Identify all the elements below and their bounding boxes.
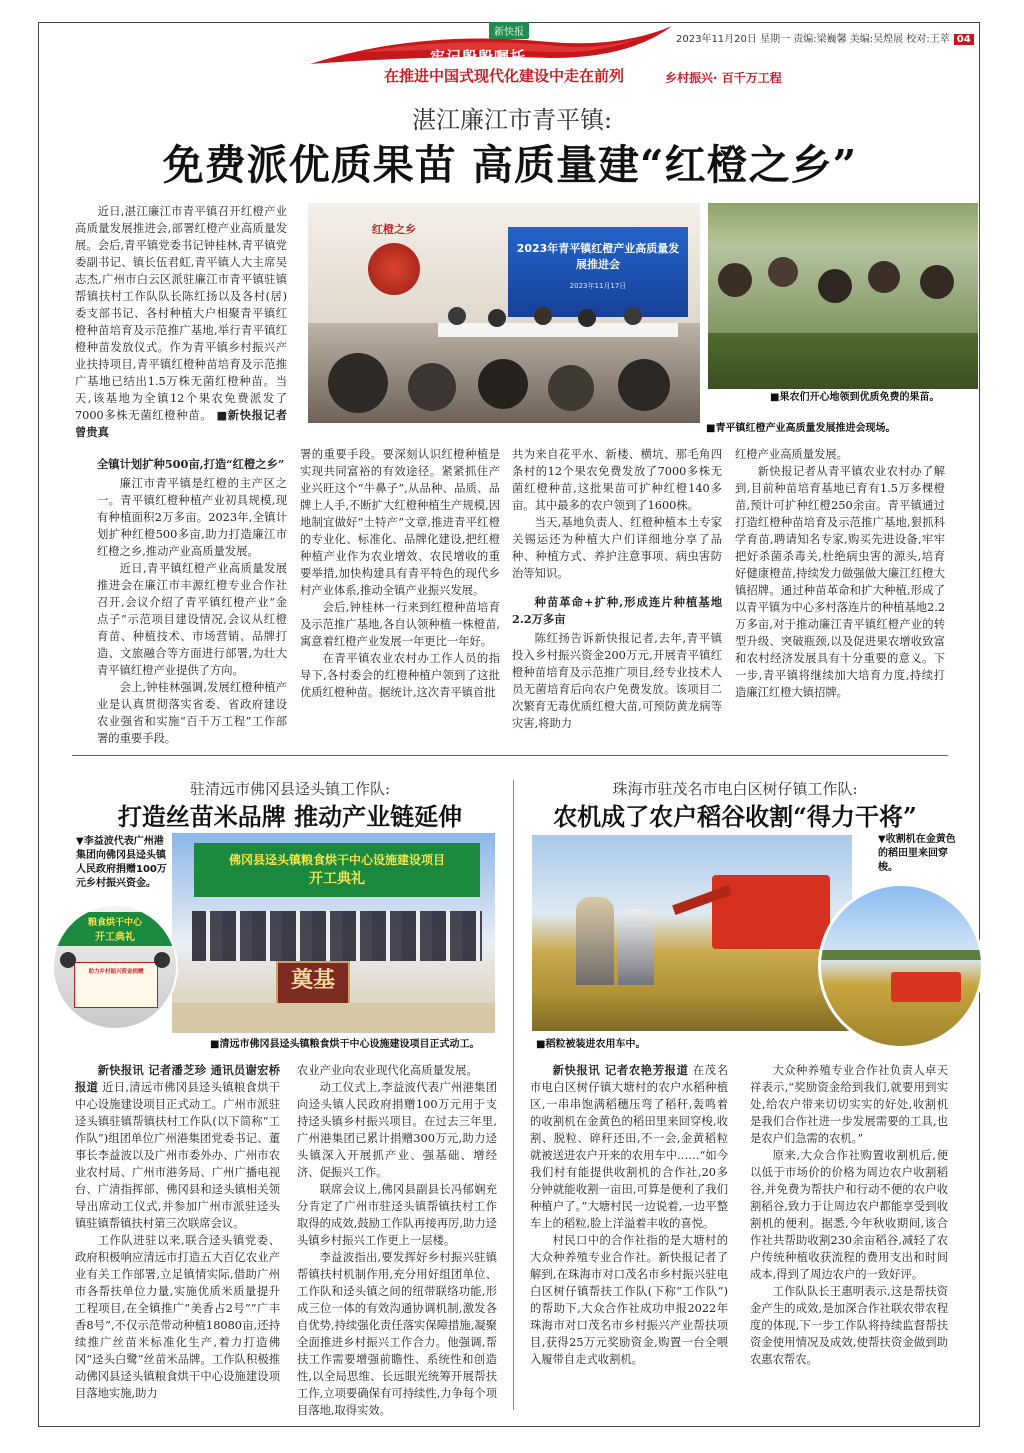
- wall-emblem: [368, 243, 420, 295]
- page-number: 04: [954, 34, 974, 45]
- slogan-top: 牢记殷殷嘱托: [430, 48, 527, 66]
- ceremony-banner: [194, 843, 480, 897]
- section-divider: [72, 755, 948, 756]
- main-lead-byline: ■新快报记者 曾贵真: [75, 409, 287, 439]
- photo-meeting: [308, 203, 700, 423]
- main-col-3: [512, 446, 722, 732]
- main-col-2: [300, 446, 500, 701]
- right-col2-p2: 原来,大众合作社购置收割机后,便以低于市场价的价格为周边农户收割稻谷,并免费为帮扶户和行动不便的农户收割稻谷,致力于让周边农户都能享受到收割机的便利。据悉,今年秋收期间,该合作社共帮助收割230余亩稻谷,减轻了农户传统种植收获流程的费用支出和时间成本,得到了周边农户的一致好评。: [750, 1149, 948, 1281]
- left-col2-p2: 动工仪式上,李益波代表广州港集团向迳头镇人民政府捐赠100万元用于支持迳头镇乡村振兴项目。在过去三年里,广州港集团已累计捐赠300万元,助力迳头镇深入开展抓产业、强基础、增经济、促振兴工作。: [297, 1081, 497, 1179]
- main-lead-text: 近日,湛江廉江市青平镇召开红橙产业高质量发展推进会,部署红橙产业高质量发展。会后,青平镇党委书记钟桂林,青平镇党委副书记、镇长伍君虹,青平镇人大主席吴志杰,广州市白云区派驻廉江市青平镇驻镇帮镇扶村工作队队长陈红扬以及各村(居)委支部书记、各村种植大户相聚青平镇红橙种苗培育及示范推广基地,举行青平镇红橙种苗发放仪式。作为青平镇乡村振兴产业扶持项目,青平镇红橙种苗培育及示范推广基地已结出1.5万株无菌红橙种苗。当天,该基地为全镇12个果农免费派发了7000多株无菌红橙种苗。: [75, 205, 287, 422]
- right-lead-byline: 新快报讯 记者农艳芳报道: [552, 1064, 689, 1077]
- photo-ceremony: [172, 833, 495, 1033]
- main-col-1: [97, 450, 287, 747]
- main-lead: [75, 203, 287, 441]
- left-headline: 打造丝苗米品牌 推动产业链延伸: [117, 802, 463, 831]
- left-col2-p1: 农业产业向农业现代化高质量发展。: [297, 1064, 478, 1077]
- meeting-banner-date: 2023年11月17日: [569, 282, 627, 290]
- caption-donation: ▼李益波代表广州港集团向佛冈县迳头镇人民政府捐赠100万元乡村振兴资金。: [76, 836, 167, 889]
- harvester-machine: [712, 875, 830, 949]
- main-col1-p1: 廉江市青平镇是红橙的主产区之一。青平镇红橙种植产业初具规模,现有种植面积2万多亩。2023年,全镇计划扩种红橙500多亩,助力打造廉江市红橙之乡,推动产业高质量发展。: [97, 477, 287, 558]
- left-col-2: [297, 1062, 497, 1419]
- caption-meeting: ■青平镇红橙产业高质量发展推进会现场。: [706, 423, 896, 434]
- caption-farmers: ■果农们开心地领到优质免费的果苗。: [770, 392, 940, 403]
- caption-ceremony: ■清远市佛冈县迳头镇粮食烘干中心设施建设项目正式动工。: [210, 1039, 480, 1050]
- left-lead-byline: 新快报讯 记者潘芝珍 通讯员谢宏桥报道: [75, 1064, 280, 1094]
- main-col2-p1: 署的重要手段。要深刻认识红橙种植是实现共同富裕的有效途径。紧紧抓住产业兴旺这个“牛鼻子”,从品种、品质、品牌上人手,不断扩大红橙种植生产规模,因地制宜做好“土特产”文章,推进青平红橙的专业化、标准化、品牌化建设,把红橙种植产业作为农业增效、农民增收的重要举措,加快构建具有青平特色的现代乡村产业体系,推动全镇产业振兴发展。: [300, 448, 500, 597]
- slogan-tag: 乡村振兴· 百千万工程: [665, 71, 782, 85]
- left-col2-p4: 李益波指出,要发挥好乡村振兴驻镇帮镇扶村机制作用,充分用好组团单位、工作队和迳头镇之间的纽带联络功能,形成三位一体的有效沟通协调机制,激发各自优势,持续强化责任落实保障措施,凝聚全面推进乡村振兴工作合力。他强调,帮扶工作需要增强前瞻性、系统性和创造性,以全局思维、长远眼光统筹开展帮扶工作,立项要确保有可持续性,力争每个项目落地,取得实效。: [297, 1251, 497, 1417]
- left-kicker: 驻清远市佛冈县迳头镇工作队:: [189, 780, 391, 798]
- right-col2-p1: 大众种养殖专业合作社负责人卓天祥表示,“奖励资金给到我们,就要用到实处,给农户带来切切实实的好处,收割机是我们合作社进一步发展需要的工具,也是农户们急需的农机。”: [750, 1064, 948, 1145]
- caption-harvester: ▼收割机在金黄色的稻田里来回穿梭。: [878, 834, 956, 873]
- main-col3-p1: 共为来自花平水、新楼、横坑、那毛角四条村的12个果农免费发放了7000多株无菌红橙种苗,这批果苗可扩种红橙140多亩。其中最多的农户领到了1600株。: [512, 448, 722, 512]
- right-kicker: 珠海市驻茂名市电白区树仔镇工作队:: [612, 780, 858, 798]
- date-editors: 2023年11月20日 星期一 责编:梁巍馨 美编:吴煌展 校对:王萃: [676, 34, 950, 45]
- left-col-1: [75, 1062, 280, 1402]
- date-line: [676, 30, 974, 45]
- main-subhead-2: 种苗革命+扩种,形成连片种植基地2.2万多亩: [512, 595, 722, 626]
- main-col3-p2: 当天,基地负责人、红橙种植本土专家关锡运还为种植大户们详细地分享了品种、种植方式、养护注意事项、病虫害防治等知识。: [512, 516, 722, 580]
- slogan-main: 在推进中国式现代化建设中走在前列: [384, 67, 625, 85]
- left-col1-p2: 工作队进驻以来,联合迳头镇党委、政府积极响应清远市打造五大百亿农业产业有关工作部署,立足镇情实际,借助广州市各帮扶单位力量,实施优质米质量提升工程项目,在全镇推广“美香占2号”“广丰香8号”,不仅示范带动种植18080亩,还持续推广丝苗米标准化生产,着力打造佛冈“迳头白鹭”丝苗米品牌。工作队积极推动佛冈县迳头镇粮食烘干中心设施建设项目落地实施,助力: [75, 1234, 280, 1400]
- meeting-screen: [508, 227, 688, 317]
- right-col-2: [750, 1062, 948, 1368]
- main-headline: 免费派优质果苗 高质量建“红橙之乡”: [162, 141, 858, 189]
- ceremony-banner-line1: 佛冈县迳头镇粮食烘干中心设施建设项目: [228, 853, 445, 867]
- main-col1-p2: 近日,青平镇红橙产业高质量发展推进会在廉江市丰源红橙专业合作社召开,会议介绍了青平镇红橙产业“金点子”示范项目建设情况,会议从红橙育苗、种植技术、市场营销、品牌打造、文旅融合等方面进行部署,为壮大青平镇红橙产业提供了方向。: [97, 562, 287, 677]
- inset-banner-line2: 开工典礼: [95, 932, 135, 943]
- inset-donation: [52, 904, 178, 1030]
- ceremony-crowd: [192, 911, 482, 961]
- main-kicker: 湛江廉江市青平镇:: [411, 106, 613, 134]
- caption-rice: ■稻粒被装进农用车中。: [536, 1039, 646, 1050]
- photo-harvest: [532, 835, 852, 1031]
- main-subhead-1: 全镇计划扩种500亩,打造“红橙之乡”: [97, 457, 285, 471]
- main-col1-p3: 会上,钟桂林强调,发展红橙种植产业是认真贯彻落实省委、省政府建设农业强省和实施“百千万工程”工作部署的重要手段。: [97, 681, 287, 745]
- main-col4-p2: 新快报记者从青平镇农业农村办了解到,目前种苗培育基地已育有1.5万多棵橙苗,预计可扩种红橙250余亩。青平镇通过打造红橙种苗培育及示范推广基地,狠抓科学育苗,聘请知名专家,购买先进设备,牢牢把好杀菌杀毒关,杜绝病虫害的源头,培育好健康橙苗,持续发力做强做大廉江红橙大镇招牌。通过种苗革命和扩大种植,形成了以青平镇为中心多村落连片的种植基地2.2万多亩,对于推动廉江青平镇红橙产业的转型升级、突破瓶颈,以及促进果农增收致富和农村经济发展具有十分重要的意义。下一步,青平镇将继续加大培育力度,持续打造廉江红橙大镇招牌。: [735, 465, 946, 699]
- main-col2-p2: 会后,钟桂林一行来到红橙种苗培育及示范推广基地,各自认领种植一株橙苗,寓意着红橙产业发展一年更比一年好。: [300, 601, 500, 648]
- meeting-table: [438, 323, 678, 337]
- foundation-stone-text: 奠基: [290, 967, 335, 993]
- main-col2-p3: 在青平镇农业农村办工作人员的指导下,各村委会的红橙种植户领到了这批优质红橙种苗。据统计,这次青平镇首批: [300, 652, 500, 699]
- inset-board-title: 助力乡村振兴资金捐赠: [88, 969, 144, 975]
- meeting-wall-text: 红橙之乡: [372, 223, 416, 236]
- main-col4-p1: 红橙产业高质量发展。: [735, 448, 848, 461]
- ceremony-banner-line2: 开工典礼: [309, 871, 365, 887]
- right-col2-p3: 工作队队长王惠明表示,这是帮扶资金产生的成效,是加深合作社联农带农程度的体现,下一步工作队将持续监督帮扶资金使用情况及成效,使帮扶资金做到助农惠农帮农。: [750, 1285, 948, 1366]
- inset-harvester: [818, 883, 984, 1049]
- right-col1-p2: 村民口中的合作社指的是大塘村的大众种养殖专业合作社。新快报记者了解到,在珠海市对口茂名市乡村振兴驻电白区树仔镇帮扶工作队(下称“工作队”)的帮助下,大众合作社成功申报2022年珠海市对口茂名市乡村振兴产业帮扶项目,获得25万元奖励资金,购置一台全喂入履带自走式收割机。: [530, 1234, 728, 1366]
- right-col-1: [530, 1062, 728, 1368]
- photo-farmers: [708, 203, 978, 389]
- right-col1-p1: 在茂名市电白区树仔镇大塘村的农户水稻种植区,一串串饱满稻穗压弯了稻秆,轰鸣着的收割机在金黄色的稻田里来回穿梭,收割、脱粒、碎秆还田,不一会,金黄稻粒就被送进农户开来的农用车中……“如今我们村有能提供收割机的合作社,20多分钟就能收割一亩田,可算是便利了我们种植户了。”大塘村民一边说着,一边平整车上的稻粒,脸上洋溢着丰收的喜悦。: [530, 1064, 728, 1230]
- column-divider: [513, 780, 514, 1410]
- section-badge: 新快报: [489, 22, 529, 39]
- main-col-4: [735, 446, 945, 701]
- right-headline: 农机成了农户稻谷收割“得力干将”: [553, 802, 917, 831]
- left-col2-p3: 联席会议上,佛冈县副县长冯郁娴充分肯定了广州市驻迳头镇帮镇扶村工作取得的成效,鼓励工作队再接再厉,助力迳头镇乡村振兴工作更上一层楼。: [297, 1183, 497, 1247]
- left-col1-p1: 近日,清远市佛冈县迳头镇粮食烘干中心设施建设项目正式动工。广州市派驻迳头镇驻镇帮镇扶村工作队(以下简称“工作队”)组团单位广州港集团党委书记、董事长李益波以及广州市委外办、广州市农业农村局、广州市港务局、广州广播电视台、广清指挥部、佛冈县和迳头镇相关领导出席动工仪式,并参加广州市派驻迳头镇驻镇帮镇扶村第三次联席会议。: [75, 1081, 280, 1230]
- inset-banner-line1: 粮食烘干中心: [87, 918, 142, 928]
- meeting-banner: 2023年青平镇红橙产业高质量发展推进会: [516, 242, 680, 271]
- main-col3-p3: 陈红扬告诉新快报记者,去年,青平镇投入乡村振兴资金200万元,开展青平镇红橙种苗培育及示范推广项目,经专业技术人员无菌培育后向农户免费发放。该项目二次繁育无毒优质红橙大苗,可预防黄龙病等灾害,将助力: [512, 632, 722, 730]
